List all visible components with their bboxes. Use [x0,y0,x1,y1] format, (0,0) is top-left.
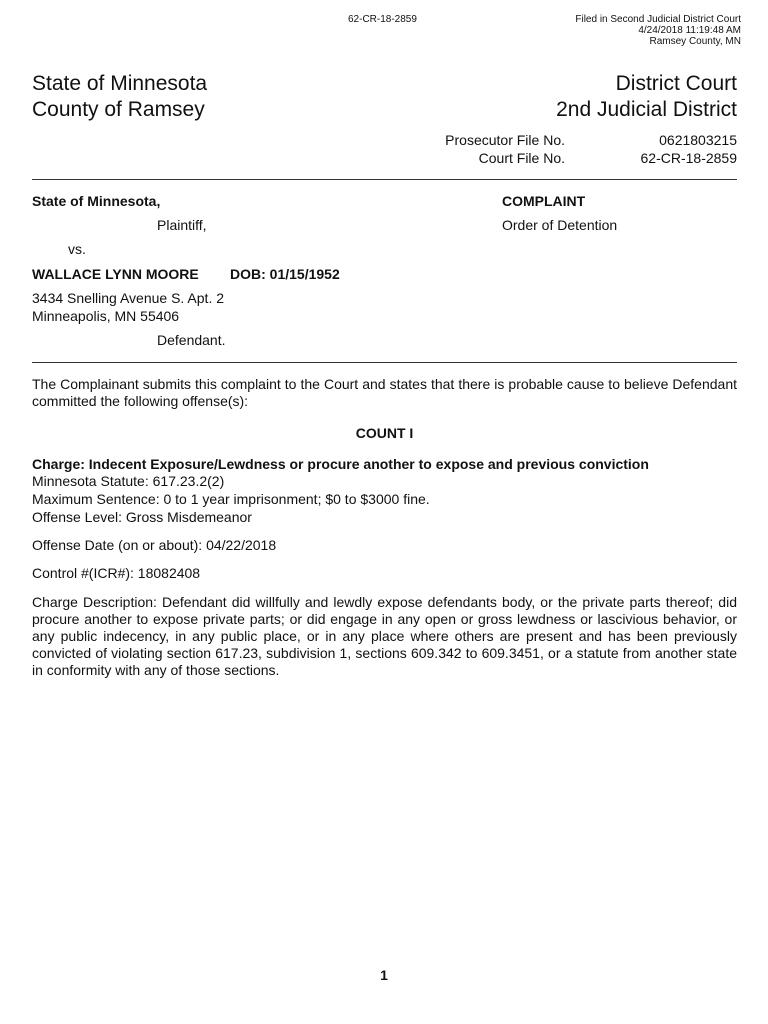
defendant-address-line2: Minneapolis, MN 55406 [32,308,180,324]
maximum-sentence: Maximum Sentence: 0 to 1 year imprisonment; $0 to $3000 fine. [32,491,430,507]
prosecutor-file-value: 0621803215 [659,132,737,148]
plaintiff-label: Plaintiff, [157,217,207,233]
prosecutor-file-label: Prosecutor File No. [445,132,565,148]
order-type: Order of Detention [502,217,618,233]
caption-divider-bottom [32,362,737,363]
filing-stamp-line1: Filed in Second Judicial District Court [575,14,741,25]
caption-court: District Court [615,72,737,95]
defendant-dob: DOB: 01/15/1952 [230,266,340,282]
caption-county: County of Ramsey [32,98,205,121]
header-case-number: 62-CR-18-2859 [348,14,417,25]
defendant-name: WALLACE LYNN MOORE [32,266,199,282]
court-file-label: Court File No. [478,150,565,166]
minnesota-statute: Minnesota Statute: 617.23.2(2) [32,473,225,489]
offense-level: Offense Level: Gross Misdemeanor [32,509,252,525]
versus-label: vs. [68,241,86,257]
filing-stamp-line2: 4/24/2018 11:19:48 AM [638,25,741,36]
caption-state: State of Minnesota [32,72,208,95]
defendant-address-line1: 3434 Snelling Avenue S. Apt. 2 [32,290,225,306]
filing-stamp-line3: Ramsey County, MN [649,36,741,47]
filing-stamp [520,14,741,47]
charge-title: Charge: Indecent Exposure/Lewdness or procure another to expose and previous conviction [32,456,649,472]
count-heading: COUNT I [355,425,414,441]
plaintiff-name: State of Minnesota, [32,193,161,209]
charge-description: Charge Description: Defendant did willfully and lewdly expose defendants body, or the private parts thereof; did procure another to expose private parts; or did engage in any open or gross lewdness or lascivious behavior, or any public indecency, in any public place, or in any place where others are present and has been previously convicted of violating section 617.23, subdivision 1, sections 609.342 to 609.3451, or a statute from another state in conformity with any of those sections. [32,594,737,678]
control-number: Control #(ICR#): 18082408 [32,565,201,581]
caption-district: 2nd Judicial District [556,98,737,121]
complaint-intro: The Complainant submits this complaint to the Court and states that there is probable cause to believe Defendant committed the following offense(s): [32,376,737,409]
document-type: COMPLAINT [502,193,586,209]
defendant-label: Defendant. [157,332,226,348]
caption-divider-top [32,179,737,180]
page-number: 1 [380,967,388,983]
court-file-value: 62-CR-18-2859 [640,150,737,166]
offense-date: Offense Date (on or about): 04/22/2018 [32,537,277,553]
